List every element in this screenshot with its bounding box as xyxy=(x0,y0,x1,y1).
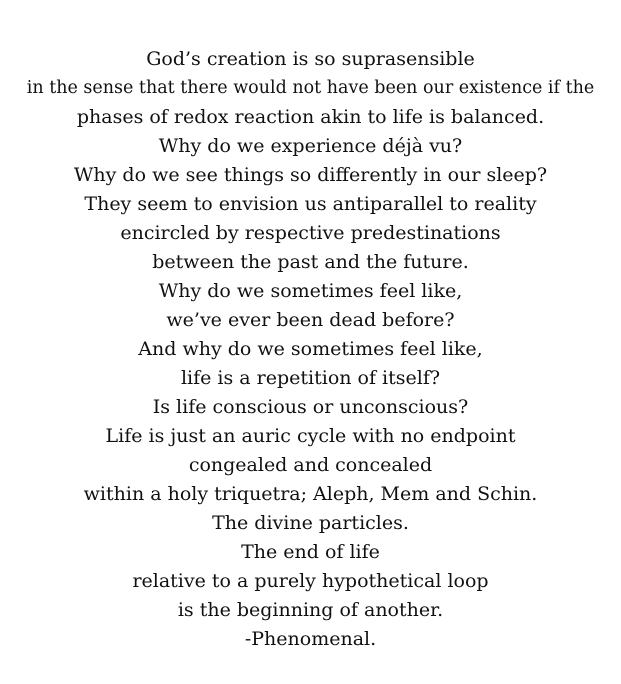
poem-line-2: in the sense that there would not have been our existence if the xyxy=(26,78,595,98)
poem-line-4: Why do we experience déjà vu? xyxy=(158,135,463,157)
poem-line-3: phases of redox reaction akin to life is balanced. xyxy=(76,106,545,128)
poem-line-17: The divine particles. xyxy=(212,512,409,534)
poem-line-18: The end of life xyxy=(241,541,380,563)
poem-signature: -Phenomenal. xyxy=(244,628,377,650)
poem-line-10: we’ve ever been dead before? xyxy=(166,309,455,331)
poem-line-13: Is life conscious or unconscious? xyxy=(152,396,469,418)
poem-line-11: And why do we sometimes feel like, xyxy=(138,338,483,360)
poem-line-8: between the past and the future. xyxy=(152,251,469,273)
poem-line-15: congealed and concealed xyxy=(188,454,433,476)
poem-line-12: life is a repetition of itself? xyxy=(180,367,441,389)
poem-line-16: within a holy triquetra; Aleph, Mem and Schin. xyxy=(83,483,538,505)
poem-line-5: Why do we see things so differently in our sleep? xyxy=(73,164,548,186)
poem-line-9: Why do we sometimes feel like, xyxy=(158,280,463,302)
poem-line-7: encircled by respective predestinations xyxy=(120,222,501,244)
poem-line-6: They seem to envision us antiparallel to reality xyxy=(84,193,537,215)
poem-line-1: God’s creation is so suprasensible xyxy=(146,48,475,70)
poem-line-14: Life is just an auric cycle with no endpoint xyxy=(105,425,516,447)
poem-line-20: is the beginning of another. xyxy=(177,599,444,621)
poem-text-block xyxy=(0,45,621,654)
poem-line-19: relative to a purely hypothetical loop xyxy=(132,570,489,592)
